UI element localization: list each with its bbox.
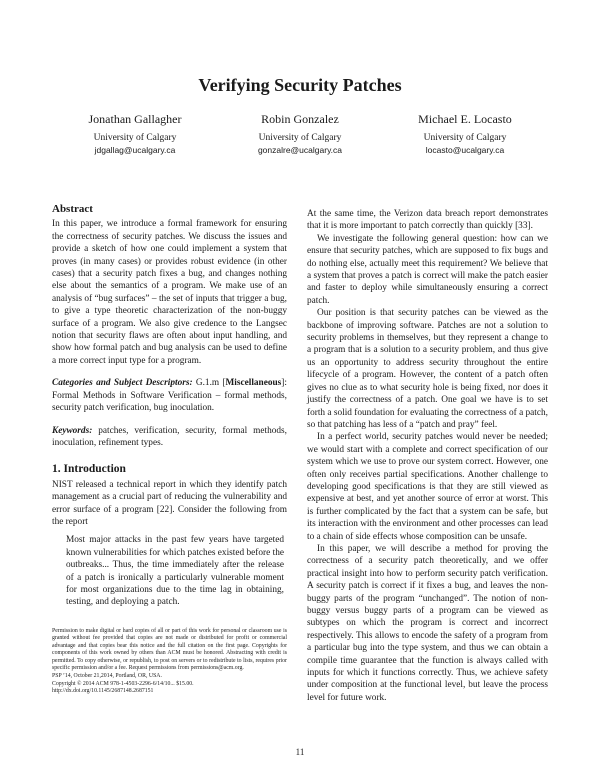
author-block — [55, 112, 545, 155]
body-paragraph: In a perfect world, security patches would never be needed; we would start with a complete and correct specification of our system which we use to prove our system correct. However, one often only receives partial specifications. Another challenge to developing good specifications is that they are still viewed as expensive at best, and yet another source of error at worst. This is further complicated by the fact that a system can be safe, but its interaction with the environment and other processes can lead to a chain of side effects whose composition can be unsafe. — [307, 432, 548, 542]
categories-prefix: G.1.m [ — [192, 378, 226, 389]
block-quote: Most major attacks in the past few years have targeted known vulnerabilities for which patches existed before the outbreaks... Thus, the time immediately after the release of a patch is ironically a particularly vulnerable moment for most organizations due to the time lag in obtaining, testing, and deploying a patch. — [66, 535, 284, 608]
author-name: Michael E. Locasto — [418, 112, 512, 126]
paper-title: Verifying Security Patches — [198, 75, 402, 95]
categories-suffix: ]: Formal Methods in Software Verification – formal methods, security patch verification, bug inoculation. — [52, 378, 287, 414]
doi-link[interactable]: http://dx.doi.org/10.1145/2687148.2687151 — [52, 688, 154, 695]
keywords-paragraph — [52, 425, 287, 450]
copyright-footnote — [52, 628, 287, 696]
categories-bold-term: Miscellaneous — [225, 378, 282, 389]
introduction-heading: 1. Introduction — [52, 463, 126, 476]
abstract-text: In this paper, we introduce a formal framework for ensuring the correctness of security patches. We discuss the issues and provide a sketch of how one could implement a system that proves (in many cases) or provides robust evidence (in other cases) that a security patch fixes a bug, and changes nothing else about the semantics of a program. We make use of an analysis of “bug surfaces” – the set of inputs that trigger a bug, to give a type theoretic characterization of the non-buggy surface of a program. We also give credence to the Langsec notion that security flaws are often about input handling, and show how formal patch and bug analysis can be used to define a more correct input type for a program. — [52, 219, 287, 366]
body-paragraph: At the same time, the Verizon data breach report demonstrates that it is more important to patch correctly than quickly [33]. — [307, 209, 548, 232]
author-email: jdgallag@ucalgary.ca — [94, 145, 176, 155]
permission-notice: Permission to make digital or hard copies of all or part of this work for personal or classroom use is granted without fee provided that copies are not made or distributed for profit or commercial advantage and that copies bear this notice and the full citation on the first page. Copyrights for components of this work owned by others than ACM must be honored. Abstracting with credit is permitted. To copy otherwise, or republish, to post on servers or to redistribute to lists, requires prior specific permission and/or a fee. Request permissions from permissions@acm.org. — [52, 628, 287, 672]
keywords-label: Keywords: — [52, 425, 93, 436]
body-paragraph: Our position is that security patches can be viewed as the backbone of improving software. Patches are not a solution to security problems in themselves, but they represent a change to a program that is a solution to a security problem, and thus give us an opportunity to address security throughout the entire lifecycle of a program. However, the content of a patch often gives no clue as to what security hole is being fixed, nor does it justify the correctness of a patch. One goal we have is to set forth a solid foundation for evaluating the correctness of a patch, so that patching has less of a “patch and pray” feel. — [307, 308, 548, 430]
categories-label: Categories and Subject Descriptors: — [52, 378, 193, 389]
body-paragraph: In this paper, we will describe a method for proving the correctness of a security patch theoretically, and we offer practical insight into how to perform security patch verification. A security patch is correct if it fixes a bug, and leaves the non-buggy parts of the program “unchanged”. The notion of non-buggy versus buggy parts of a program can be viewed as subtypes on which the program is correct and incorrect respectively. This allows to encode the safety of a program from a particular bug into the type system, and thus we can obtain a compile time guarantee that the function is always called with inputs for which it functions correctly. Thus, we achieve safety under composition at the functional level, but leave the process level for future work. — [307, 543, 548, 703]
author-3 — [385, 112, 545, 155]
author-affiliation: University of Calgary — [258, 133, 342, 143]
keywords-text: patches, verification, security, formal methods, inoculation, refinement types. — [52, 425, 287, 448]
author-email: locasto@ucalgary.ca — [425, 145, 505, 155]
copyright-line: Copyright © 2014 ACM 978-1-4503-2296-6/14/10... $15.00. — [52, 680, 194, 687]
left-column — [52, 203, 287, 609]
author-name: Robin Gonzalez — [261, 112, 339, 126]
author-affiliation: University of Calgary — [93, 133, 177, 143]
author-2 — [220, 112, 380, 155]
body-paragraph: We investigate the following general question: how can we ensure that security patches, which are supposed to fix bugs and do nothing else, actually meet this requirement? We believe that a system that proves a patch is correct will make the patch easier and faster to deploy while simultaneously ensuring a correct patch. — [307, 233, 548, 306]
author-affiliation: University of Calgary — [423, 133, 507, 143]
author-email: gonzalre@ucalgary.ca — [257, 145, 343, 155]
abstract-heading: Abstract — [52, 203, 93, 215]
author-name: Jonathan Gallagher — [88, 112, 182, 126]
conference-line: PSP ’14, October 21,2014, Portland, OR, USA. — [52, 673, 162, 680]
page-number: 11 — [295, 747, 305, 757]
author-1 — [55, 112, 215, 155]
right-column — [307, 208, 548, 704]
categories-paragraph — [52, 377, 287, 414]
introduction-paragraph: NIST released a technical report in which they identify patch management as a crucial part of reducing the vulnerability and error surface of a program [22]. Consider the following from the report — [52, 479, 287, 527]
